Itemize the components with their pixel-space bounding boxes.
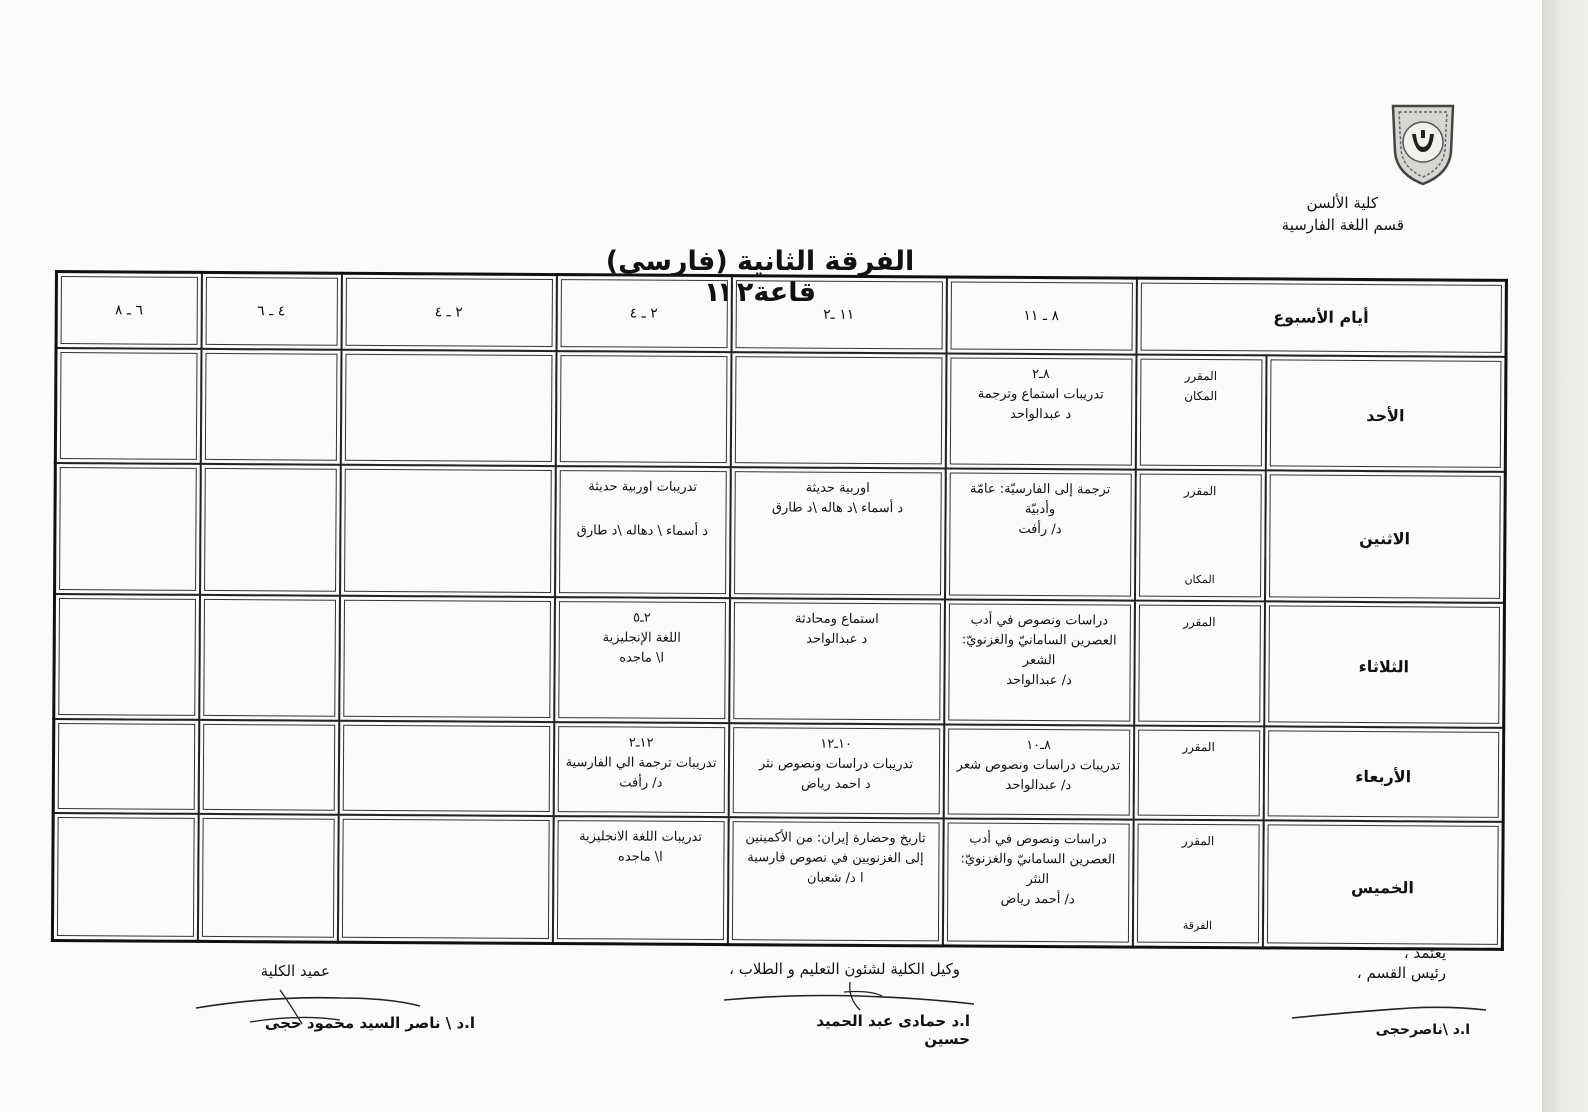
- vice-dean-name: ا.د حمادى عبد الحميد حسين: [816, 1012, 970, 1048]
- day-row: [54, 594, 1505, 728]
- row-label: المكان: [1184, 388, 1218, 403]
- cell-line: تدريبات اوربية حديثة: [588, 478, 698, 495]
- day-name-cell: الأحد: [1265, 355, 1506, 471]
- day-row: [55, 348, 1506, 472]
- schedule-cell: [552, 816, 728, 944]
- schedule-cell: [730, 467, 946, 600]
- cell-line: د/ أحمد رياض: [1000, 892, 1075, 908]
- cell-line: تاريخ وحضارة إيران: من الأكمينين إلى الغزنويين في نصوص فارسية: [745, 830, 926, 867]
- college-name: كلية الألسن: [1306, 194, 1378, 212]
- row-label-bottom: الفرقة: [1182, 918, 1213, 933]
- header-slot-5: ٤ ـ ٦: [201, 272, 341, 349]
- day-name-cell: الأربعاء: [1263, 726, 1504, 822]
- cell-line: د احمد رياض: [801, 776, 871, 793]
- schedule-cell: [55, 463, 201, 595]
- schedule-cell: [730, 352, 946, 468]
- cell-line: د أسماء \ دهاله \د طارق: [576, 522, 709, 539]
- cell-line: دراسات ونصوص في أدب العصرين السامانيّ والغزنويّ: الشعر: [961, 612, 1117, 669]
- schedule-cell: [942, 819, 1133, 947]
- row-label: المقرر: [1182, 739, 1215, 755]
- cell-line: د أسماء \د هاله \د طارق: [771, 500, 904, 516]
- day-row: [55, 463, 1506, 603]
- schedule-sheet: [51, 270, 1505, 951]
- cell-line: ترجمة إلى الفارسيّة: عامّة وأدبيّة: [969, 481, 1111, 517]
- cell-line: تدريبات ترجمة الي الفارسية: [565, 755, 717, 772]
- schedule-cell: [200, 464, 341, 596]
- college-logo-emblem-icon: [1385, 100, 1461, 188]
- head-name: ا.د \ناصرحجى: [1375, 1022, 1470, 1038]
- course-place-label-cell: [1133, 726, 1264, 821]
- schedule-table: [51, 270, 1508, 951]
- cell-line: ١٢ـ٢: [628, 735, 654, 751]
- cell-line: تدريبات اللغة الانجليزية: [579, 829, 703, 846]
- cell-line: ا د/ شعبان: [806, 870, 864, 887]
- page-title: الفرقة الثانية (فارسى) قاعة١٢٢: [605, 246, 915, 308]
- vice-dean-title: وكيل الكلية لشئون التعليم و الطلاب ،: [729, 960, 960, 978]
- schedule-cell: [54, 594, 200, 720]
- schedule-cell: [200, 349, 341, 465]
- row-label: المقرر: [1181, 834, 1215, 849]
- schedule-cell: [197, 814, 338, 942]
- cell-line: د/ عبدالواحد: [1005, 777, 1072, 794]
- cell-line: اوربية حديثة: [805, 480, 870, 496]
- cell-line: د/ عبدالواحد: [1006, 672, 1072, 689]
- schedule-cell: [945, 353, 1136, 469]
- schedule-cell: [337, 815, 553, 943]
- course-place-label-cell: [1135, 469, 1266, 601]
- schedule-cell: [945, 468, 1136, 600]
- cell-line: د/ رأفت: [1018, 521, 1062, 537]
- header-slot-2: ١١ ـ٢: [731, 276, 946, 354]
- schedule-cell: [728, 723, 944, 819]
- schedule-cell: [554, 597, 730, 723]
- schedule-cell: [340, 350, 556, 466]
- cell-line: ا\ ماجده: [619, 650, 665, 666]
- schedule-cell: [555, 351, 731, 467]
- header-slot-4: ٢ ـ ٤: [341, 273, 556, 351]
- cell-line: ٨ـ١٠: [1026, 737, 1052, 754]
- schedule-cell: [338, 721, 554, 817]
- row-label-bottom: المكان: [1184, 572, 1215, 587]
- day-row: [52, 813, 1503, 949]
- cell-line: ٢ـ٥: [632, 610, 651, 626]
- cell-line: تدريبات استماع وترجمة: [977, 386, 1104, 403]
- page-edge-background: [1542, 0, 1588, 1112]
- cell-line: د/ رأفت: [619, 775, 663, 791]
- schedule-cell: [340, 464, 556, 597]
- day-name-cell: الاثنين: [1264, 470, 1505, 603]
- college-header: [1282, 192, 1404, 236]
- header-week-days: أيام الأسبوع: [1136, 278, 1506, 357]
- cell-line: دراسات ونصوص في أدب العصرين السامانيّ والغزنويّ: النثر: [960, 831, 1116, 888]
- course-place-label-cell: [1132, 820, 1263, 948]
- day-name-cell: الثلاثاء: [1264, 601, 1505, 728]
- head-signature-block: [1340, 944, 1446, 982]
- cell-line: استماع ومحادثة: [794, 611, 879, 627]
- cell-line: تدريبات دراسات ونصوص نثر: [758, 756, 914, 773]
- cell-line: تدريبات دراسات ونصوص شعر: [956, 757, 1121, 774]
- cell-line: ا\ ماجده: [618, 849, 663, 866]
- row-label: المقرر: [1184, 368, 1218, 383]
- dean-name: ا.د \ ناصر السيد محمود حجى: [264, 1014, 475, 1032]
- header-slot-3: ٢ ـ ٤: [556, 275, 731, 352]
- day-row: [53, 719, 1504, 822]
- cell-line: [566, 497, 719, 522]
- head-title: رئيس القسم ،: [1356, 964, 1446, 982]
- schedule-cell: [944, 599, 1135, 725]
- schedule-cell: [943, 724, 1134, 819]
- schedule-cell: [55, 348, 201, 464]
- course-place-label-cell: [1134, 601, 1265, 727]
- row-label: المقرر: [1183, 483, 1217, 498]
- schedule-cell: [553, 722, 729, 817]
- schedule-cell: [339, 596, 555, 722]
- header-slot-1: ٨ ـ ١١: [946, 277, 1136, 355]
- schedule-cell: [727, 817, 943, 945]
- cell-line: د عبدالواحد: [1009, 406, 1072, 423]
- day-name-cell: الخميس: [1262, 821, 1503, 950]
- course-place-label-cell: [1135, 354, 1266, 470]
- schedule-cell: [729, 598, 945, 724]
- row-label: المقرر: [1183, 614, 1216, 630]
- dean-title: عميد الكلية: [260, 962, 330, 980]
- cell-line: د عبدالواحد: [806, 631, 868, 647]
- department-name: قسم اللغة الفارسية: [1281, 216, 1404, 234]
- schedule-cell: [53, 719, 199, 814]
- approve-label: يعتمد ،: [1403, 944, 1446, 962]
- schedule-cell: [198, 720, 339, 815]
- schedule-cell: [52, 813, 198, 941]
- cell-line: ١٠ـ١٢: [820, 736, 853, 752]
- header-row: [56, 272, 1506, 357]
- schedule-cell: [199, 595, 340, 721]
- cell-line: ٨ـ٢: [1031, 366, 1050, 382]
- header-slot-6: ٦ ـ ٨: [56, 272, 201, 349]
- schedule-cell: [555, 466, 731, 598]
- cell-line: اللغة الإنجليزية: [602, 630, 681, 646]
